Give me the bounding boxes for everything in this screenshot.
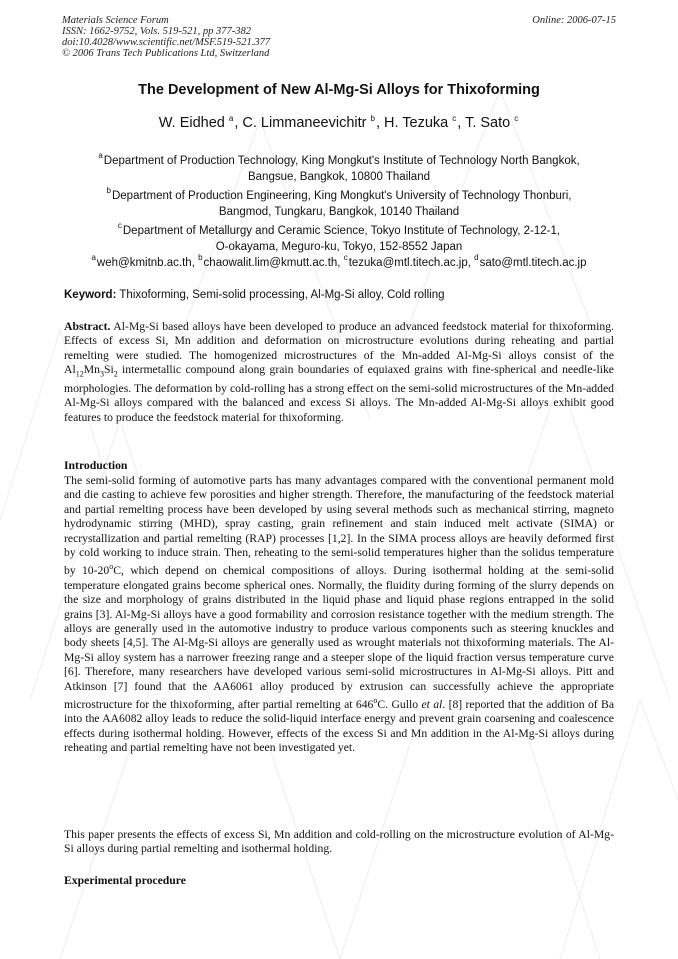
affiliation-line: Department of Production Technology, King Mongkut's Institute of Technology North Bangkok, xyxy=(103,155,580,167)
abstract-label: Abstract. xyxy=(64,320,111,333)
introduction-paragraph xyxy=(64,474,614,756)
author-list: W. Eidhed $^a$, C. Limmaneevichitr $^b$, H. Tezuka $^c$, T. Sato $^c$ xyxy=(158,114,519,131)
keywords-text: Thixoforming, Semi-solid processing, Al-Mg-Si alloy, Cold rolling xyxy=(119,289,445,301)
subscript: 3 xyxy=(99,369,104,379)
affiliation-line: Department of Metallurgy and Ceramic Science, Tokyo Institute of Technology, 2-12-1, xyxy=(122,225,561,237)
keywords-label: Keyword: xyxy=(64,289,117,301)
affiliation-line: Department of Production Engineering, King Mongkut's University of Technology Thonburi, xyxy=(111,190,572,202)
author-mark: c xyxy=(452,114,457,123)
body-paragraph-2: This paper presents the effects of excess Si, Mn addition and cold-rolling on the microstructure evolution of Al-Mg-Si alloys during partial remelting and isothermal holding. xyxy=(64,828,614,856)
email-address[interactable]: chaowalit.lim@kmutt.ac.th xyxy=(203,257,338,269)
abstract-text: Si xyxy=(103,363,114,377)
affiliation-mark: a xyxy=(98,151,103,160)
affiliation-mark: b xyxy=(106,186,111,195)
author-name: H. Tezuka xyxy=(384,115,449,131)
keywords xyxy=(64,289,624,301)
subscript: 2 xyxy=(113,369,118,379)
affiliation-mark: c xyxy=(117,221,122,230)
subscript: 12 xyxy=(75,369,84,379)
email-list: $^a$weh@kmitnb.ac.th, $^b$chaowalit.lim@kmutt.ac.th, $^c$tezuka@mtl.titech.ac.jp, $^d$sato@mtl.titech.ac.jp xyxy=(91,253,587,269)
journal-header xyxy=(62,15,270,59)
author-name: T. Sato xyxy=(465,115,511,131)
intro-text: The semi-solid forming of automotive parts has many advantages compared with the conventional permanent mold and die casting to achieve few porosities and higher strength. Therefore, the manufacturing of the feedstock material and partial remelting process have been developed by using several methods such as mechanical stirring, magneto hydrodynamic stirring (MHD), spray casting, grain refinement and stain induced melt activate (SIMA) or recrystallization and partial remelting (RAP) processes [1,2]. In the SIMA process alloys are heavily deformed first by cold working to induce strain. Then, reheating to the semi-solid temperatures higher than the solidus temperature by 10-20 xyxy=(64,474,614,578)
paper-title: The Development of New Al-Mg-Si Alloys for Thixoforming xyxy=(138,82,540,98)
author-name: C. Limmaneevichitr xyxy=(242,115,367,131)
email-address[interactable]: sato@mtl.titech.ac.jp xyxy=(479,257,587,269)
abstract-text: Mn xyxy=(83,363,100,377)
copyright-line: © 2006 Trans Tech Publications Ltd, Switzerland xyxy=(62,48,270,59)
email-mark: a xyxy=(91,253,96,262)
introduction-heading: Introduction xyxy=(64,459,128,472)
issn-line: ISSN: 1662-9752, Vols. 519-521, pp 377-382 xyxy=(62,26,251,37)
et-al: et al xyxy=(421,697,443,711)
abstract-text: intermetallic compound along grain boundaries of equiaxed grains with fine-spherical and needle-like morphologies. The deformation by cold-rolling has a strong effect on the semi-solid microstructures of the Mn-added Al-Mg-Si alloys compared with the balanced and excess Si alloys. The Mn-added Al-Mg-Si alloys exhibit good features to produce the feedstock material for thixoforming. xyxy=(64,363,614,424)
email-mark: d xyxy=(474,253,479,262)
abstract-paragraph xyxy=(64,320,614,425)
affiliation-line: Bangsue, Bangkok, 10800 Thailand xyxy=(247,171,430,183)
author-mark: c xyxy=(514,114,519,123)
degree-mark: o xyxy=(373,695,378,705)
journal-name: Materials Science Forum xyxy=(62,15,169,26)
intro-text: . [8] reported that the addition of Ba into the AA6082 alloy leads to reduce the solid-liquid interface energy and prevent grain coarsening and coalescence effects during isothermal holding. However, effects of the excess Si and Mn addition in the Al-Mg-Si alloys during reheating and partial remelting have not been investigated yet. xyxy=(64,697,615,755)
abstract-text: Al-Mg-Si based alloys have been developed to produce an advanced feedstock material for thixoforming. Effects of excess Si, Mn addition and deformation on microstructure evolutions during reheating and partial remelting were studied. The homogenized microstructures of the Mn-added Al-Mg-Si alloys consist of the Al xyxy=(64,320,615,377)
doi-line: doi:10.4028/www.scientific.net/MSF.519-521.377 xyxy=(62,37,271,48)
email-mark: b xyxy=(198,253,203,262)
author-mark: b xyxy=(370,114,375,123)
intro-text: C, which depend on chemical compositions of alloys. During isothermal holding at the semi-solid temperature elongated grains become spherical ones. Normally, the fluidity during forming of the slurry depends on the size and morphology of grains distributed in the liquid phase and liquid phase regions entrapped in the solid grains [3]. Al-Mg-Si alloys have a good formability and corrosion resistance together with the medium strength. The alloys are generally used in the automotive industry to produce various components such as steering knuckles and body sheets [4,5]. The Al-Mg-Si alloys are generally used as wrought materials not thixoforming materials. The Al-Mg-Si alloy system has a narrower freezing range and a steeper slope of the liquid fraction versus temperature curve [6]. Therefore, many researchers have developed various semi-solid microstructures in Al-Mg-Si alloys. Pitt and Atkinson [7] found that the AA6061 alloy produced by extrusion can successfully achieve the appropriate microstructure for the thixoforming, after partial remelting at 646 xyxy=(64,564,614,711)
author-name: W. Eidhed xyxy=(158,115,225,131)
email-address[interactable]: tezuka@mtl.titech.ac.jp xyxy=(348,257,468,269)
experimental-heading: Experimental procedure xyxy=(64,874,186,887)
affiliation-c xyxy=(60,218,618,255)
email-address[interactable]: weh@kmitnb.ac.th xyxy=(96,257,192,269)
affiliation-line: Bangmod, Tungkaru, Bangkok, 10140 Thailand xyxy=(218,206,460,218)
intro-text: C. Gullo xyxy=(377,697,422,711)
degree-mark: o xyxy=(109,562,114,572)
affiliation-b xyxy=(60,183,618,220)
author-mark: a xyxy=(228,114,234,123)
email-mark: c xyxy=(343,253,348,262)
affiliation-line: O-okayama, Meguro-ku, Tokyo, 152-8552 Japan xyxy=(215,241,463,253)
online-date: Online: 2006-07-15 xyxy=(532,15,616,26)
affiliation-a xyxy=(60,148,618,185)
